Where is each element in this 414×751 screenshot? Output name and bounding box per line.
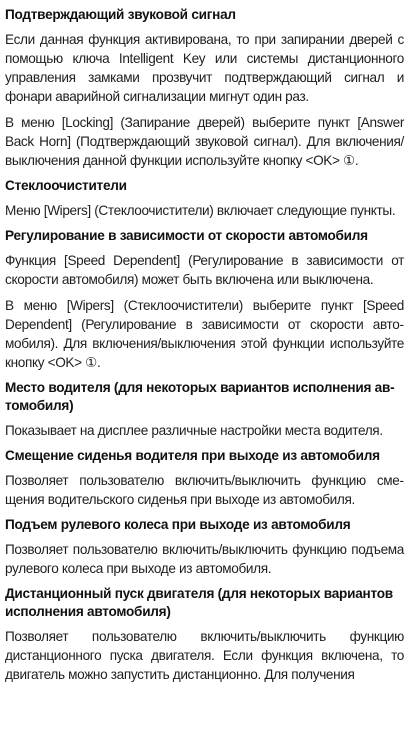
section-seat-slide-exit [5, 447, 404, 509]
section-paragraph: В меню [Wipers] (Стеклоочистители) выберите пункт [Speed Dependent] (Регулирование в зависимости от скорости автомобиля). Для включения/выключения этой функции используйте кнопку <OK> ①. [5, 298, 404, 370]
section-paragraph: Позволяет пользователю включить/выключить функцию дистанционного пуска двигателя. Если функция включена, то двигатель можно запустить дистанционно. Для получения [5, 629, 404, 682]
section-paragraph: Если данная функция активирована, то при запирании дверей с помощью ключа Intelligent Key или системы дистанционного управления замками прозвучит подтверждающий сигнал и фонари аварийной сигнализации мигнут один раз. [5, 32, 404, 104]
section-heading: Регулирование в зависимости от скорости автомобиля [5, 228, 368, 243]
section-heading: Подъем рулевого колеса при выходе из автомобиля [5, 517, 351, 532]
section-paragraph: Функция [Speed Dependent] (Регулирование в зависимости от скорости автомобиля) может быть включена или выключена. [5, 253, 404, 287]
section-paragraph: Позволяет пользователю включить/выключить функцию смещения водительского сиденья при выходе из автомобиля. [5, 473, 404, 507]
section-driver-seat [5, 379, 404, 440]
section-wipers [5, 177, 404, 220]
section-heading: Дистанционный пуск двигателя (для некоторых вариантов исполнения автомобиля) [5, 586, 393, 619]
section-heading: Смещение сиденья водителя при выходе из автомобиля [5, 448, 380, 463]
section-speed-dependent [5, 227, 404, 372]
section-paragraph: В меню [Locking] (Запирание дверей) выберите пункт [Answer Back Horn] (Подтверждающий звуковой сигнал). Для включения/выключения данной функции используйте кнопку <OK> ①. [5, 115, 404, 168]
section-paragraph: Меню [Wipers] (Стеклоочистители) включает следующие пункты. [5, 203, 396, 218]
section-steering-lift-exit [5, 516, 404, 578]
section-heading: Стеклоочистители [5, 178, 127, 193]
section-paragraph: Позволяет пользователю включить/выключить функцию подъема рулевого колеса при выходе из автомобиля. [5, 542, 404, 576]
section-paragraph: Показывает на дисплее различные настройки места водителя. [5, 423, 383, 438]
section-answer-back-horn [5, 6, 404, 170]
section-heading: Подтверждающий звуковой сигнал [5, 7, 236, 22]
section-heading: Место водителя (для некоторых вариантов исполнения автомобиля) [5, 380, 395, 413]
section-remote-engine-start [5, 585, 404, 684]
